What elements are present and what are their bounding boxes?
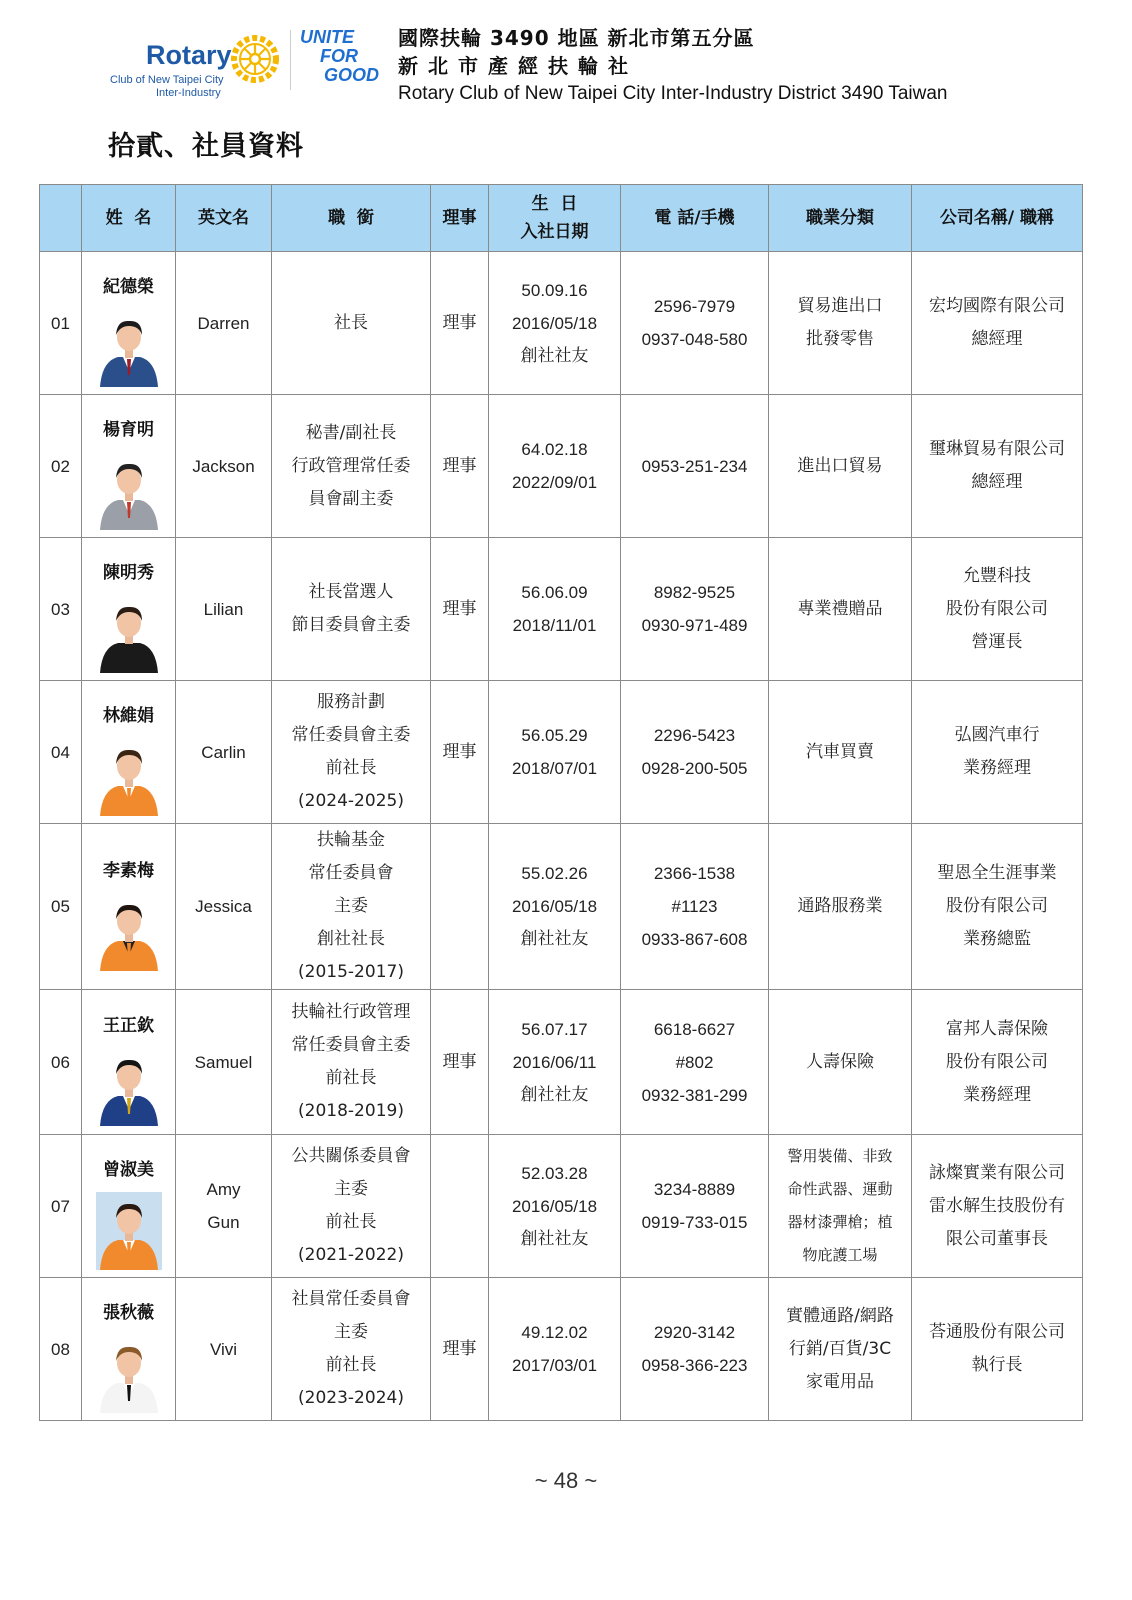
dates-line: 56.07.17 bbox=[521, 1019, 588, 1039]
company-line: 股份有限公司 bbox=[946, 1051, 1048, 1072]
english-line: Vivi bbox=[209, 1339, 238, 1359]
rotary-wheel-icon bbox=[230, 34, 280, 84]
title-line: 前社長 bbox=[325, 1355, 377, 1375]
phone-numbers bbox=[621, 395, 769, 538]
member-name-cell bbox=[82, 1278, 176, 1421]
company-line: 雷水解生技股份有 bbox=[929, 1195, 1065, 1216]
title-line: 創社社長 bbox=[317, 929, 385, 949]
member-number: 05 bbox=[40, 824, 82, 990]
category-line: 專業禮贈品 bbox=[797, 598, 883, 619]
phone-numbers bbox=[621, 1135, 769, 1278]
dates-line: 2016/06/11 bbox=[512, 1052, 597, 1072]
phones-line: 8982-9525 bbox=[653, 583, 736, 602]
member-name: 楊育明 bbox=[103, 420, 154, 440]
dates-line: 49.12.02 bbox=[521, 1323, 588, 1342]
logo-wordmark: Rotary bbox=[146, 40, 232, 70]
member-number: 07 bbox=[40, 1135, 82, 1278]
member-table bbox=[39, 184, 1083, 1421]
header-num bbox=[40, 185, 82, 252]
member-name: 陳明秀 bbox=[103, 563, 154, 583]
company-line: 詠燦實業有限公司 bbox=[929, 1162, 1065, 1183]
industry-category bbox=[769, 538, 912, 681]
member-photo bbox=[96, 595, 162, 673]
english-name bbox=[176, 1278, 272, 1421]
title-line: (2024-2025) bbox=[298, 791, 404, 811]
member-name-cell bbox=[82, 395, 176, 538]
dates-line: 2022/09/01 bbox=[511, 473, 598, 492]
category-line: 汽車買賣 bbox=[806, 741, 874, 762]
member-photo bbox=[96, 1192, 162, 1270]
phones-line: #1123 bbox=[671, 897, 718, 916]
member-photo bbox=[96, 738, 162, 816]
dates-line: 創社社友 bbox=[520, 1084, 589, 1105]
category-line: 實體通路/網路 bbox=[786, 1305, 894, 1326]
title-line: 主委 bbox=[334, 1179, 368, 1199]
english-line: Amy bbox=[206, 1180, 241, 1199]
company-line: 允豐科技 bbox=[963, 565, 1031, 586]
phone-numbers bbox=[621, 1278, 769, 1421]
member-title bbox=[272, 252, 431, 395]
category-line: 進出口貿易 bbox=[797, 455, 883, 476]
company-line: 富邦人壽保險 bbox=[946, 1018, 1048, 1039]
birth-join-dates bbox=[489, 252, 621, 395]
table-row bbox=[40, 990, 1083, 1135]
english-name bbox=[176, 252, 272, 395]
company-line: 業務經理 bbox=[963, 1084, 1031, 1105]
company-position bbox=[912, 681, 1083, 824]
title-line: 行政管理常任委 bbox=[291, 455, 411, 476]
phones-line: #802 bbox=[675, 1052, 714, 1072]
table-row bbox=[40, 1135, 1083, 1278]
dates-line: 2016/05/18 bbox=[511, 897, 598, 916]
header-phone: 電 話/手機 bbox=[621, 185, 769, 252]
member-photo bbox=[96, 309, 162, 387]
title-line: (2021-2022) bbox=[298, 1245, 404, 1265]
slogan-word: UNITE bbox=[300, 27, 354, 47]
english-line: Jackson bbox=[192, 456, 255, 476]
director-flag: 理事 bbox=[431, 681, 489, 824]
industry-category bbox=[769, 824, 912, 990]
header-english: 英文名 bbox=[176, 185, 272, 252]
director-flag: 理事 bbox=[431, 538, 489, 681]
logo-subtitle-2: Inter-Industry bbox=[156, 87, 221, 99]
english-name bbox=[176, 990, 272, 1135]
english-name bbox=[176, 538, 272, 681]
title-line: 節目委員會主委 bbox=[291, 615, 411, 635]
title-line: 主委 bbox=[334, 896, 368, 916]
member-number: 06 bbox=[40, 990, 82, 1135]
english-name bbox=[176, 824, 272, 990]
industry-category bbox=[769, 990, 912, 1135]
english-line: Lilian bbox=[203, 599, 244, 619]
english-line: Samuel bbox=[194, 1052, 253, 1072]
phones-line: 2920-3142 bbox=[653, 1323, 736, 1342]
member-name-cell bbox=[82, 681, 176, 824]
director-flag: 理事 bbox=[431, 1278, 489, 1421]
company-position bbox=[912, 990, 1083, 1135]
section-title: 拾貳、社員資料 bbox=[108, 131, 304, 162]
director-flag: 理事 bbox=[431, 395, 489, 538]
dates-line: 64.02.18 bbox=[521, 440, 588, 459]
member-number: 02 bbox=[40, 395, 82, 538]
member-title bbox=[272, 990, 431, 1135]
title-line: 員會副主委 bbox=[308, 488, 394, 509]
director-flag: 理事 bbox=[431, 252, 489, 395]
header-birth-join bbox=[489, 185, 621, 252]
phones-line: 0958-366-223 bbox=[641, 1356, 748, 1375]
phones-line: 2596-7979 bbox=[653, 297, 736, 316]
birth-join-dates bbox=[489, 1278, 621, 1421]
header-director: 理事 bbox=[431, 185, 489, 252]
title-line: (2023-2024) bbox=[298, 1388, 404, 1408]
company-line: 股份有限公司 bbox=[946, 896, 1048, 916]
phones-line: 0933-867-608 bbox=[641, 930, 748, 949]
member-name-cell bbox=[82, 990, 176, 1135]
company-line: 執行長 bbox=[971, 1355, 1023, 1375]
slogan-word: FOR bbox=[320, 46, 358, 66]
member-photo bbox=[96, 1335, 162, 1413]
phones-line: 0937-048-580 bbox=[641, 330, 748, 349]
english-line: Darren bbox=[197, 313, 250, 333]
member-name: 曾淑美 bbox=[103, 1160, 154, 1180]
company-position bbox=[912, 1278, 1083, 1421]
category-line: 器材漆彈槍；植 bbox=[787, 1213, 893, 1231]
phones-line: 3234-8889 bbox=[653, 1180, 736, 1199]
district-title: 國際扶輪 3490 地區 新北市第五分區 bbox=[398, 26, 755, 50]
page-header bbox=[110, 24, 1010, 114]
company-line: 總經理 bbox=[971, 472, 1023, 492]
title-line: 前社長 bbox=[325, 1212, 377, 1232]
phone-numbers bbox=[621, 824, 769, 990]
company-line: 業務經理 bbox=[963, 758, 1031, 778]
member-name: 林維娟 bbox=[103, 706, 154, 726]
dates-line: 50.09.16 bbox=[521, 280, 588, 300]
company-line: 荅通股份有限公司 bbox=[929, 1322, 1065, 1342]
unite-for-good-slogan bbox=[300, 28, 380, 85]
title-line: 常任委員會主委 bbox=[291, 725, 411, 745]
club-heading bbox=[398, 24, 1018, 108]
company-position bbox=[912, 395, 1083, 538]
director-flag bbox=[431, 824, 489, 990]
category-line: 批發零售 bbox=[806, 329, 874, 349]
company-line: 璽琳貿易有限公司 bbox=[929, 439, 1065, 459]
company-position bbox=[912, 824, 1083, 990]
logo-subtitle-1: Club of New Taipei City bbox=[110, 74, 224, 86]
company-line: 總經理 bbox=[971, 329, 1023, 349]
dates-line: 2018/07/01 bbox=[511, 759, 598, 778]
title-line: 前社長 bbox=[325, 758, 377, 778]
title-line: 秘書/副社長 bbox=[305, 422, 397, 443]
company-line: 聖恩全生涯事業 bbox=[937, 863, 1057, 883]
dates-line: 創社社友 bbox=[520, 345, 589, 366]
birth-join-dates bbox=[489, 824, 621, 990]
phone-numbers bbox=[621, 681, 769, 824]
dates-line: 52.03.28 bbox=[521, 1163, 588, 1183]
dates-line: 創社社友 bbox=[520, 929, 589, 949]
header-company: 公司名稱/ 職稱 bbox=[912, 185, 1083, 252]
member-photo bbox=[96, 1048, 162, 1126]
phones-line: 0930-971-489 bbox=[641, 616, 748, 635]
company-line: 宏均國際有限公司 bbox=[929, 296, 1065, 316]
english-line: Gun bbox=[207, 1213, 240, 1232]
member-number: 08 bbox=[40, 1278, 82, 1421]
phones-line: 0919-733-015 bbox=[641, 1213, 748, 1232]
category-line: 人壽保險 bbox=[806, 1051, 874, 1072]
dates-line: 創社社友 bbox=[520, 1228, 589, 1249]
title-line: 扶輪社行政管理 bbox=[291, 1002, 411, 1022]
dates-line: 2018/11/01 bbox=[512, 616, 597, 635]
member-name: 王正欽 bbox=[103, 1016, 154, 1036]
phones-line: 2366-1538 bbox=[653, 864, 736, 883]
title-line: 前社長 bbox=[325, 1068, 377, 1088]
category-line: 通路服務業 bbox=[797, 896, 883, 916]
dates-line: 56.06.09 bbox=[521, 583, 588, 602]
company-position bbox=[912, 1135, 1083, 1278]
company-position bbox=[912, 252, 1083, 395]
table-row bbox=[40, 538, 1083, 681]
birth-join-dates bbox=[489, 538, 621, 681]
industry-category bbox=[769, 1135, 912, 1278]
category-line: 物庇護工場 bbox=[802, 1246, 878, 1264]
industry-category bbox=[769, 681, 912, 824]
director-flag: 理事 bbox=[431, 990, 489, 1135]
member-name: 李素梅 bbox=[103, 860, 154, 881]
header-category: 職業分類 bbox=[769, 185, 912, 252]
title-line: (2015-2017) bbox=[298, 962, 404, 982]
phone-numbers bbox=[621, 990, 769, 1135]
member-photo bbox=[96, 452, 162, 530]
club-name-en: Rotary Club of New Taipei City Inter-Industry District 3490 Taiwan bbox=[398, 83, 948, 104]
category-line: 命性武器、運動 bbox=[787, 1180, 893, 1198]
phone-numbers bbox=[621, 252, 769, 395]
english-name bbox=[176, 681, 272, 824]
birth-join-dates bbox=[489, 990, 621, 1135]
table-row bbox=[40, 395, 1083, 538]
industry-category bbox=[769, 395, 912, 538]
title-line: 社員常任委員會 bbox=[291, 1289, 411, 1309]
table-header-row bbox=[40, 185, 1083, 252]
birth-join-dates bbox=[489, 1135, 621, 1278]
industry-category bbox=[769, 1278, 912, 1421]
member-number: 04 bbox=[40, 681, 82, 824]
member-number: 03 bbox=[40, 538, 82, 681]
english-line: Carlin bbox=[201, 742, 246, 762]
phones-line: 2296-5423 bbox=[653, 726, 736, 745]
dates-line: 2016/05/18 bbox=[511, 313, 598, 333]
dates-line: 55.02.26 bbox=[521, 864, 588, 883]
member-name-cell bbox=[82, 252, 176, 395]
member-name-cell bbox=[82, 538, 176, 681]
member-name: 紀德榮 bbox=[103, 277, 154, 297]
member-photo bbox=[96, 893, 162, 971]
english-name bbox=[176, 395, 272, 538]
birth-join-dates bbox=[489, 681, 621, 824]
member-number: 01 bbox=[40, 252, 82, 395]
phones-line: 6618-6627 bbox=[653, 1019, 736, 1039]
category-line: 行銷/百貨/3C bbox=[788, 1338, 892, 1359]
company-position bbox=[912, 538, 1083, 681]
title-line: 常任委員會主委 bbox=[291, 1035, 411, 1055]
title-line: 公共關係委員會 bbox=[291, 1146, 411, 1166]
industry-category bbox=[769, 252, 912, 395]
member-name: 張秋薇 bbox=[103, 1303, 154, 1323]
member-rows bbox=[40, 252, 1083, 1421]
english-name bbox=[176, 1135, 272, 1278]
company-line: 弘國汽車行 bbox=[954, 725, 1040, 745]
phone-numbers bbox=[621, 538, 769, 681]
company-line: 限公司董事長 bbox=[946, 1228, 1048, 1249]
table-row bbox=[40, 1278, 1083, 1421]
phones-line: 0928-200-505 bbox=[641, 759, 748, 778]
birth-join-dates bbox=[489, 395, 621, 538]
category-line: 警用裝備、非致 bbox=[787, 1147, 893, 1165]
company-line: 股份有限公司 bbox=[946, 598, 1048, 619]
category-line: 家電用品 bbox=[806, 1371, 874, 1392]
header-name: 姓 名 bbox=[82, 185, 176, 252]
club-name-zh: 新北市產經扶輪社 bbox=[398, 54, 638, 78]
title-line: (2018-2019) bbox=[298, 1101, 404, 1121]
title-line: 常任委員會 bbox=[308, 863, 394, 883]
member-title bbox=[272, 538, 431, 681]
slogan-word: GOOD bbox=[324, 65, 380, 85]
table-row bbox=[40, 824, 1083, 990]
member-title bbox=[272, 1135, 431, 1278]
title-line: 扶輪基金 bbox=[317, 830, 385, 850]
company-line: 營運長 bbox=[971, 631, 1023, 652]
table-row bbox=[40, 252, 1083, 395]
title-line: 社長當選人 bbox=[308, 582, 394, 602]
member-title bbox=[272, 681, 431, 824]
header-birth: 生 日 bbox=[531, 194, 578, 214]
member-title bbox=[272, 1278, 431, 1421]
company-line: 業務總監 bbox=[963, 929, 1031, 949]
member-name-cell bbox=[82, 824, 176, 990]
director-flag bbox=[431, 1135, 489, 1278]
header-title: 職 銜 bbox=[272, 185, 431, 252]
page-number: ~ 48 ~ bbox=[534, 1468, 598, 1493]
dates-line: 56.05.29 bbox=[521, 726, 588, 745]
phones-line: 0953-251-234 bbox=[641, 456, 748, 476]
member-title bbox=[272, 824, 431, 990]
title-line: 社長 bbox=[334, 312, 368, 333]
title-line: 主委 bbox=[334, 1322, 368, 1342]
header-join: 入社日期 bbox=[520, 222, 589, 242]
table-row bbox=[40, 681, 1083, 824]
member-name-cell bbox=[82, 1135, 176, 1278]
rotary-logo bbox=[110, 28, 280, 98]
dates-line: 2016/05/18 bbox=[511, 1196, 598, 1216]
header-divider bbox=[290, 30, 291, 90]
category-line: 貿易進出口 bbox=[797, 296, 883, 316]
english-line: Jessica bbox=[195, 897, 252, 916]
title-line: 服務計劃 bbox=[317, 692, 385, 712]
phones-line: 0932-381-299 bbox=[641, 1085, 748, 1105]
dates-line: 2017/03/01 bbox=[511, 1356, 598, 1375]
member-title bbox=[272, 395, 431, 538]
